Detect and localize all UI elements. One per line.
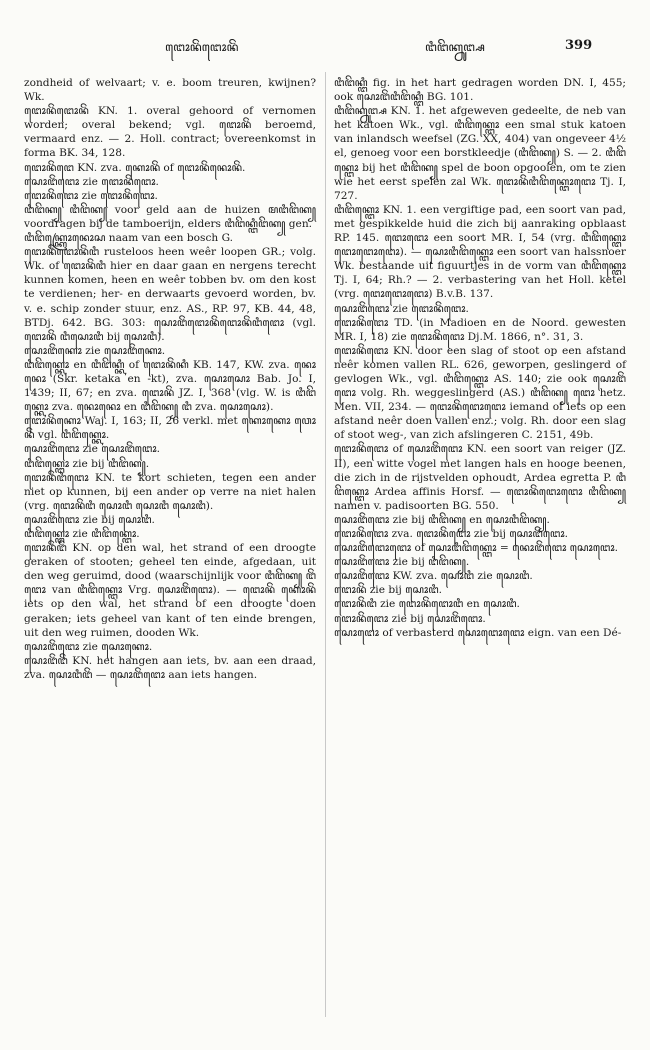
- left-column: [24, 76, 316, 682]
- page-number: 399: [565, 38, 593, 53]
- entry: ꦔꦺꦴꦤꦼꦁꦔꦺꦴ zie ꦔꦺꦴꦤꦼꦁꦔꦺꦴ.: [24, 189, 158, 202]
- entry: ꦔꦶꦔꦼꦏ꧀ꦏꦺꦴ en ꦔꦶꦔꦼꦏ꧀ꦏꦶ of ꦔꦺꦴꦤꦼꦁꦏꦶ KB. 147, KW. zva. ꦤꦺꦴꦤꦺꦴ (Skr. ketaka en -kt), zva. ꦱꦺꦴꦱꦺꦴ Bab. Jo. I, 1439; II, 67; en zva. ꦔꦺꦴꦤꦼꦁ JZ. I, 368 (vlg. W. is ꦔꦶꦔꦼꦏ꧀ꦏꦺꦴ zva. ꦤꦺꦴꦤꦺꦴ en ꦔꦶꦔꦼꦏ꧀ ꦔꦶ zva. ꦱꦺꦴꦱꦺꦴ).: [24, 358, 316, 414]
- entry: ꦱꦺꦴꦔꦼꦁꦔꦼꦁ KN. het hangen aan iets, bv. aan een draad, zva. ꦱꦺꦴꦔꦶꦔꦼꦁ — ꦱꦺꦴꦔꦼꦁꦔꦺꦴ aan iets hangen.: [24, 654, 316, 681]
- entry: ꦔꦶꦔꦼꦏ꧀ꦔꦺꦴ zie bij ꦔꦶꦔꦼꦏ꧀.: [24, 457, 150, 470]
- entry: ꦔꦺꦴꦤꦼꦁ zie bij ꦱꦺꦴꦔꦶ.: [334, 584, 442, 597]
- entry: ꦔꦺꦴꦤꦼꦁꦔꦺꦴ zva. ꦔꦺꦴꦤꦼꦁꦔꦺꦴ zie bij ꦱꦺꦴꦔꦼꦁꦔꦺꦴ.: [334, 528, 568, 540]
- entry: ꦔꦺꦴꦤꦼꦁꦔꦺꦴ zie bij ꦱꦺꦴꦔꦼꦁꦔꦺꦴ.: [334, 612, 486, 625]
- entry: ꦔꦺꦴꦤꦼꦁꦔꦼꦁ KN. op den wal, het strand of een droogte geraken of stooten; geheel ten einde, afgedaan, uit den weg geruimd, dood (waarschijnlijk voor ꦔꦶꦔꦼꦏ꧀ ꦔꦼꦁꦔꦺꦴ van ꦔꦶꦔꦼꦏ꧀ꦔꦺꦴ Vrg. ꦱꦺꦴꦔꦼꦁꦔꦺꦴ). — ꦔꦺꦴꦤꦼꦁ ꦏꦺꦴꦤꦼꦁ iets op den wal, het strand of een droogte doen geraken; iets geheel van kant of ten einde brengen, uit den weg ruimen, dooden Wk.: [24, 542, 316, 639]
- column-divider: [325, 72, 326, 1017]
- entry: ꦔꦺꦴꦤꦼꦁꦔꦶ zie ꦔꦺꦴꦤꦼꦁꦔꦺꦴꦔꦶ en ꦱꦺꦴꦔꦶ.: [334, 598, 520, 611]
- entry: ꦱꦺꦴꦔꦼꦁꦔꦺꦴ zie ꦔꦺꦴꦤꦼꦁꦔꦺꦴ.: [334, 302, 469, 315]
- entry: ꦔꦶꦔꦼꦏ꧀ꦔꦺꦴ KN. 1. een vergiftige pad, een soort van pad, met gespikkelde huid die zich bij aanraking opblaast RP. 145. ꦔꦺꦴꦔꦺꦴ een soort MR. I, 54 (vrg. ꦔꦶꦔꦼꦏ꧀ꦔꦺꦴ ꦔꦺꦴꦔꦺꦴꦔꦺꦴ). — ꦱꦺꦴꦔꦶꦔꦼꦏ꧀ꦔꦺꦴ een soort van halssnoer Wk. bestaande uit figuurtjes in de vorm van ꦔꦶꦔꦼꦏ꧀ꦔꦺꦴ Tj. I, 64; Rh.? — 2. verbastering van het Holl. ketel (vrg. ꦔꦺꦴꦔꦺꦴꦔꦺꦴ) B.v.B. 137.: [334, 203, 626, 301]
- entry: ꦔꦺꦴꦤꦼꦁꦔꦺꦴ KN. door een slag of stoot op een afstand neêr komen vallen RL. 626, geworpen, geslingerd of gevlogen Wk., vgl. ꦔꦶꦔꦼꦏ꧀ꦔꦺꦴ AS. 140; zie ook ꦱꦺꦴꦔꦼꦁꦔꦺꦴ volg. Rh. weggeslingerd (AS.) ꦔꦶꦔꦼꦏ꧀ ꦔꦺꦴ hetz. Men. VII, 234. — ꦔꦺꦴꦤꦼꦁꦔꦺꦴꦔꦺꦴ iemand of iets op een afstand neêr doen vallen enz.; volg. Rh. door een slag of stoot weg-, van zich afslingeren C. 2151, 49b.: [334, 344, 626, 442]
- entry: ꦱꦺꦴꦔꦼꦁꦔꦺꦴ zie bij ꦔꦶꦔꦼꦏ꧀ en ꦱꦺꦴꦔꦶꦔꦼꦏ꧀.: [334, 513, 550, 526]
- entry: ꦔꦺꦴꦤꦼꦁꦔꦺꦴ of ꦱꦺꦴꦔꦼꦁꦔꦺꦴ KN. een soort van reiger (JZ. II), een witte vogel met langen hals en hooge beenen, die zich in de rijstvelden ophoudt, Ardea egretta P. ꦔꦶꦔꦼꦏ꧀ꦔꦺꦴ Ardea affinis Horsf. — ꦔꦺꦴꦤꦼꦁꦔꦺꦴꦔꦺꦴ ꦔꦶꦔꦼꦏ꧀ namen v. padisoorten BG. 550.: [334, 443, 626, 512]
- entry: ꦱꦺꦴꦔꦼꦁꦔꦺꦴ zie bij ꦔꦶꦔꦼꦏ꧀.: [334, 556, 470, 569]
- running-head-left: ꦔꦺꦴꦤꦼꦁꦔꦺꦴꦤꦼꦁ: [165, 40, 239, 54]
- right-column: [334, 76, 626, 640]
- entry: ꦱꦺꦴꦔꦺꦴ of verbasterd ꦱꦺꦴꦔꦺꦴꦔꦺꦴ eign. van een Dé-: [334, 626, 622, 639]
- entry: zondheid of welvaart; v. e. boom treuren, kwijnen? Wk.: [24, 77, 316, 104]
- entry: ꦔꦺꦴꦤꦼꦁꦔꦺꦴꦤꦼꦁꦔꦶ rusteloos heen weêr loopen GR.; volg. Wk. of ꦔꦺꦴꦤꦼꦁꦔꦶ hier en daar gaan en nergens terecht kunnen komen, heen en weêr tobben bv. om den kost te verdienen; her- en derwaarts gevoerd worden, bv. v. e. schip zonder stuur, enz. AS., RP. 97, KB. 44, 48, BTDj. 642. BG. 303: ꦱꦺꦴꦔꦼꦁꦔꦺꦴꦤꦼꦁꦔꦺꦴꦤꦼꦁꦔꦶꦔꦺꦴ (vgl. ꦔꦺꦴꦤꦼꦁ ꦔꦶꦱꦺꦴꦔꦶ bij ꦱꦺꦴꦔꦶ).: [24, 246, 316, 343]
- entry: ꦔꦶꦔꦼꦏ꧀ꦔꦶ fig. in het hart gedragen worden DN. I, 455; ook ꦱꦺꦴꦔꦼꦁꦔꦶꦔꦼꦏ꧀ꦔꦶ BG. 101.: [334, 77, 626, 104]
- entry: ꦔꦺꦴꦤꦼꦁꦔꦺꦴꦤꦼꦁ KN. 1. overal gehoord of vernomen worden; overal bekend; vgl. ꦔꦺꦴꦤꦼꦁ beroemd, vermaard enz. — 2. Holl. contract; overeenkomst in forma BK. 34, 128.: [24, 105, 316, 160]
- entry: ꦱꦺꦴꦔꦼꦁꦔꦺꦴꦔꦺꦴ of ꦱꦺꦴꦔꦶꦔꦼꦏ꧀ꦔꦺꦴ = ꦤꦺꦴꦔꦼꦁꦔꦺꦴ ꦱꦺꦴꦔꦺꦴ.: [334, 542, 619, 555]
- entry: ꦔꦶꦔꦼꦏ꧀ꦔꦺꦴ zie ꦔꦶꦔꦼꦏ꧀ꦔꦺꦴ.: [24, 528, 140, 540]
- entry: ꦔꦺꦴꦤꦼꦁꦔꦶꦔꦺꦴ KN. te kort schieten, tegen een ander niet op kunnen, bij een ander op verre na niet halen (vrg. ꦔꦺꦴꦤꦼꦁꦔꦶ ꦱꦺꦴꦔꦶ ꦱꦺꦴꦔꦶ ꦱꦺꦴꦔꦶ).: [24, 471, 316, 512]
- entry: ꦔꦺꦴꦤꦼꦁꦔꦺꦴ TD. (in Madioen en de Noord. gewesten MR. I, 18) zie ꦔꦺꦴꦤꦼꦁꦔꦺꦴ Dj.M. 1866, n°. 31, 3.: [334, 316, 626, 343]
- entry: ꦱꦺꦴꦔꦼꦁꦏꦺꦴ zie ꦱꦺꦴꦔꦼꦁꦏꦺꦴ.: [24, 344, 166, 357]
- entry: ꦱꦺꦴꦔꦼꦁꦔꦺꦴ zie ꦱꦺꦴꦏꦺꦴ.: [24, 640, 153, 653]
- entry: ꦔꦶꦔꦼꦏ꧀ ꦔꦶꦔꦼꦏ꧀ voor geld aan de huizen ꦩꦔꦶꦔꦼꦏ꧀ voordragen bij de tamboerijn, elders ꦔꦶꦔꦼꦏ꧀ꦔꦶꦔꦼꦏ꧀ gen.: [24, 203, 316, 230]
- entry: ꦔꦺꦴꦤꦼꦁꦏꦺꦴ Waj. I, 163; II, 26 verkl. met ꦏꦺꦴꦏꦺꦴ ꦮꦺꦴꦤꦼꦁ vgl. ꦔꦶꦔꦼꦏ꧀ꦏꦺꦴ.: [24, 415, 316, 442]
- entry: ꦔꦶꦔꦼꦏ꧀ꦏꦿꦺꦴꦤꦺꦴꦱ naam van een bosch G.: [24, 232, 234, 245]
- running-head-right: ꦔꦶꦔꦼꦏ꧀ꦤꦸꦔ꧀ꦱ: [425, 40, 485, 54]
- entry: ꦱꦺꦴꦔꦼꦁꦔꦺꦴ zie ꦱꦺꦴꦔꦼꦁꦔꦺꦴ.: [24, 443, 160, 456]
- entry: ꦱꦺꦴꦔꦼꦁꦔꦺꦴ zie bij ꦱꦺꦴꦔꦶ.: [24, 513, 155, 526]
- entry: ꦔꦺꦴꦤꦼꦁꦔꦺ KN. zva. ꦏꦺꦴꦤꦼꦁ of ꦔꦺꦴꦤꦼꦁꦤꦺꦴꦤꦼꦁ.: [24, 161, 246, 174]
- entry: ꦱꦺꦴꦔꦼꦁꦔꦺꦴ KW. zva. ꦱꦺꦴꦔꦶ zie ꦱꦺꦴꦔꦶ.: [334, 570, 533, 583]
- entry: ꦱꦺꦴꦔꦼꦁꦔꦺꦴ zie ꦔꦺꦴꦤꦼꦁꦔꦺꦴ.: [24, 175, 159, 188]
- entry: ꦔꦶꦔꦼꦏ꧀ꦤꦸꦔ꧀ꦱ KN. 1. het afgeweven gedeelte, de neb van het katoen Wk., vgl. ꦔꦶꦔꦼꦏ꧀ꦔꦺꦴ een smal stuk katoen van inlandsch weefsel (ZG. XX, 404) van ongeveer 4½ el, genoeg voor een borstkleedje (ꦔꦶꦔꦼꦏ꧀) S. — 2. ꦔꦶꦔꦼꦏ꧀ꦔꦺꦴ bij het ꦔꦶꦔꦼꦏ꧀ spel de boon opgooien, om te zien wie het eerst spelen zal Wk. ꦔꦺꦴꦤꦼꦁꦔꦶꦔꦼꦏ꧀ꦔꦺꦴꦔꦺꦴ Tj. I, 727.: [334, 105, 626, 202]
